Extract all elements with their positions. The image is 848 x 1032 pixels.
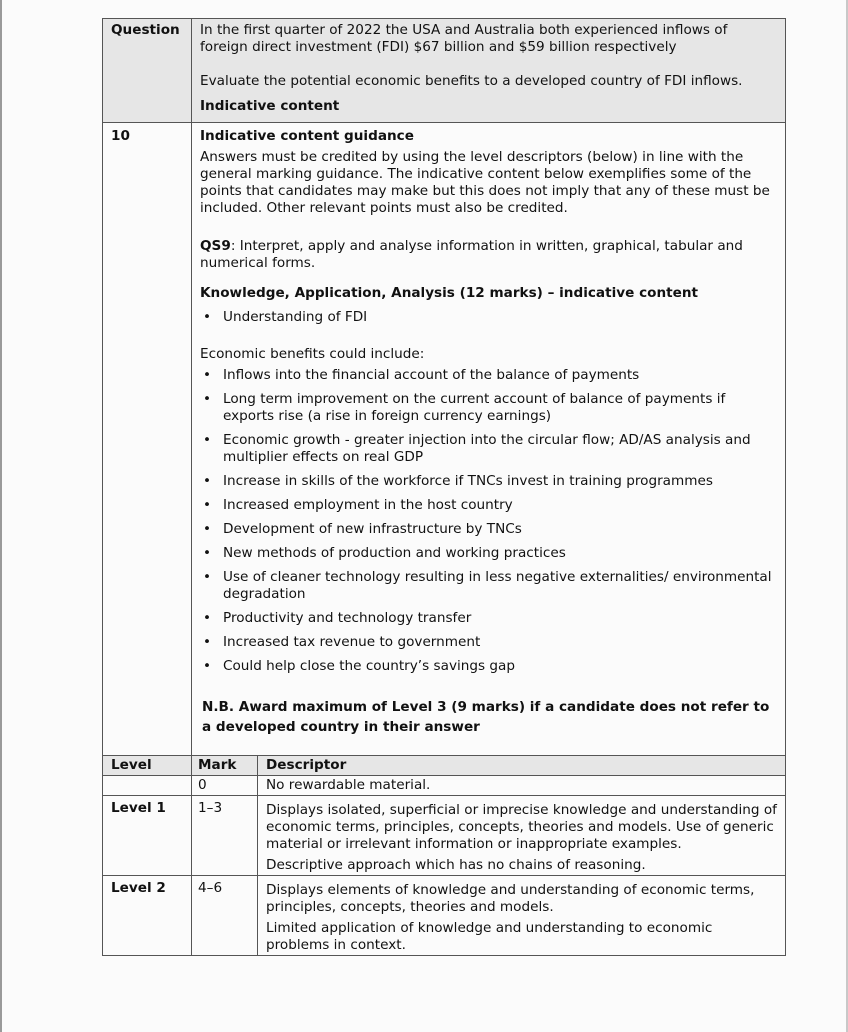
qs-code: QS9 [200, 238, 231, 254]
content-row [102, 123, 786, 755]
level-cell: Level 1 [103, 796, 192, 875]
table-row [102, 776, 786, 796]
bullet-icon: • [203, 545, 212, 561]
list-item: • Inflows into the financial account of the balance of payments [203, 367, 640, 383]
question-intro: In the first quarter of 2022 the USA and Australia both experienced inflows of foreign direct investment (FDI) $67 billion and $59 billion respectively [200, 22, 728, 55]
kaa-heading: Knowledge, Application, Analysis (12 marks) – indicative content [200, 285, 699, 301]
list-item: • Development of new infrastructure by TNCs [203, 521, 522, 537]
header-descriptor: Descriptor [266, 757, 347, 773]
qs-text: : Interpret, apply and analyse information in written, graphical, tabular and numerical forms. [200, 238, 743, 271]
list-item: • New methods of production and working practices [203, 545, 566, 561]
question-task: Evaluate the potential economic benefits to a developed country of FDI inflows. [200, 73, 743, 89]
table-row [102, 876, 786, 956]
guidance-heading: Indicative content guidance [200, 128, 414, 144]
bullet-icon: • [203, 610, 212, 626]
window-left-edge [0, 0, 2, 1032]
level-cell: Level 2 [103, 876, 192, 955]
bullet-icon: • [203, 569, 212, 585]
list-item: • Increased employment in the host country [203, 497, 513, 513]
bullet-icon: • [203, 521, 212, 537]
benefits-intro: Economic benefits could include: [200, 346, 425, 362]
table-header-row [102, 756, 786, 776]
question-row [102, 18, 786, 123]
mark-cell: 4–6 [192, 876, 258, 955]
descriptor-cell: No rewardable material. [266, 777, 431, 793]
understanding-list [200, 309, 777, 326]
header-level: Level [103, 756, 192, 775]
list-item: • Long term improvement on the current account of balance of payments if exports rise (a rise in foreign currency earnings) [203, 391, 726, 424]
list-item: • Productivity and technology transfer [203, 610, 472, 626]
list-item: • Could help close the country’s savings gap [203, 658, 516, 674]
content-body [192, 123, 785, 755]
qs-line [200, 238, 777, 272]
descriptor-cell: Displays elements of knowledge and understanding of economic terms, principles, concepts, theories and models. Limited application of knowledge and understanding to economic problems in context. [266, 882, 755, 953]
bullet-icon: • [203, 658, 212, 674]
mark-cell: 1–3 [192, 796, 258, 875]
guidance-text: Answers must be credited by using the level descriptors (below) in line with the general marking guidance. The indicative content below exemplifies some of the points that candidates may make but this does not imply that any of these must be included. Other relevant points must also be credited. [200, 149, 770, 216]
list-item: • Increase in skills of the workforce if TNCs invest in training programmes [203, 473, 713, 489]
benefits-list [200, 367, 777, 675]
question-label: Question [103, 19, 192, 122]
descriptor-cell: Displays isolated, superficial or imprecise knowledge and understanding of economic terms, principles, concepts, theories and models. Use of generic material or irrelevant information or inappropriate examples. Descriptive approach which has no chains of reasoning. [266, 802, 777, 873]
mark-scheme-page [102, 18, 786, 956]
nb-note: N.B. Award maximum of Level 3 (9 marks) if a candidate does not refer to a developed country in their answer [202, 699, 770, 735]
question-number: 10 [103, 123, 192, 755]
bullet-icon: • [203, 497, 212, 513]
bullet-icon: • [203, 432, 212, 448]
question-body [192, 19, 785, 122]
bullet-icon: • [203, 391, 212, 407]
indicative-content-heading: Indicative content [200, 98, 340, 114]
list-item: • Understanding of FDI [203, 309, 368, 325]
bullet-icon: • [203, 634, 212, 650]
list-item: • Use of cleaner technology resulting in less negative externalities/ environmental degradation [203, 569, 772, 602]
level-descriptor-table [102, 755, 786, 956]
level-cell [103, 776, 192, 795]
table-row [102, 796, 786, 876]
list-item: • Economic growth - greater injection into the circular flow; AD/AS analysis and multiplier effects on real GDP [203, 432, 751, 465]
bullet-icon: • [203, 367, 212, 383]
header-mark: Mark [192, 756, 258, 775]
bullet-icon: • [203, 473, 212, 489]
list-item: • Increased tax revenue to government [203, 634, 481, 650]
bullet-icon: • [203, 309, 212, 325]
mark-cell: 0 [192, 776, 258, 795]
